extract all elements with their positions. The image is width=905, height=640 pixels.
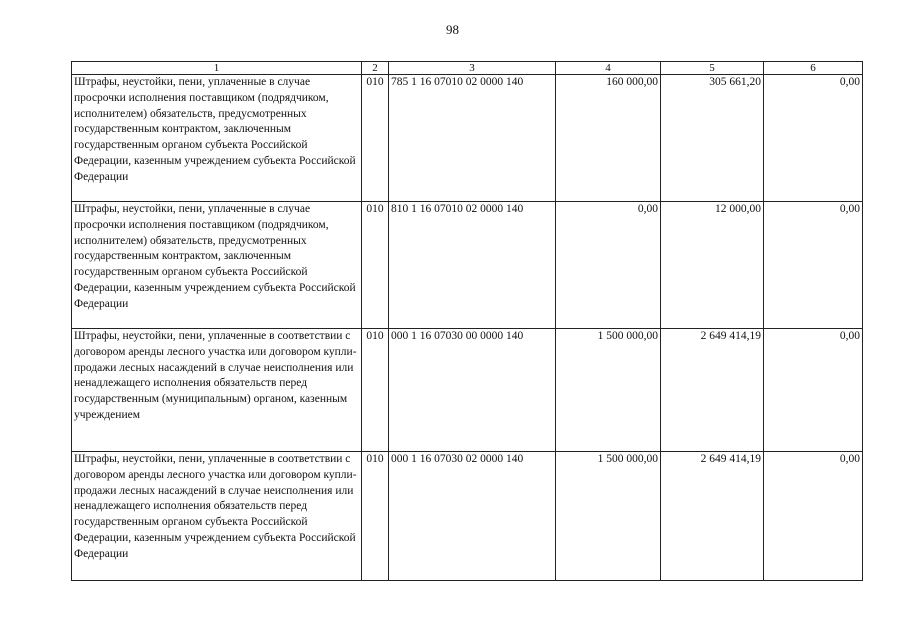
revenue-name-cell: Штрафы, неустойки, пени, уплаченные в случае просрочки исполнения поставщиком (подрядчиком, исполнителем) обязательств, предусмотренных государственным контрактом, заключенным государственным органом субъекта Российской Федерации, казенным учреждением субъекта Российской Федерации	[72, 202, 362, 329]
column-5-value-cell: 12 000,00	[661, 202, 764, 329]
budget-classification-code-cell: 000 1 16 07030 02 0000 140	[389, 452, 556, 581]
table-row	[72, 202, 863, 329]
column-6-value-cell: 0,00	[764, 452, 863, 581]
column-header-4: 4	[556, 62, 661, 75]
revenue-name-cell: Штрафы, неустойки, пени, уплаченные в случае просрочки исполнения поставщиком (подрядчиком, исполнителем) обязательств, предусмотренных государственным контрактом, заключенным государственным органом субъекта Российской Федерации, казенным учреждением субъекта Российской Федерации	[72, 75, 362, 202]
column-5-value-cell: 2 649 414,19	[661, 329, 764, 452]
column-5-value-cell: 2 649 414,19	[661, 452, 764, 581]
budget-classification-code-cell: 000 1 16 07030 00 0000 140	[389, 329, 556, 452]
column-header-1: 1	[72, 62, 362, 75]
column-6-value-cell: 0,00	[764, 75, 863, 202]
administrator-code-cell: 010	[362, 75, 389, 202]
column-4-value-cell: 1 500 000,00	[556, 452, 661, 581]
column-header-3: 3	[389, 62, 556, 75]
column-6-value-cell: 0,00	[764, 202, 863, 329]
column-header-6: 6	[764, 62, 863, 75]
revenue-name-cell: Штрафы, неустойки, пени, уплаченные в соответствии с договором аренды лесного участка или договором купли-продажи лесных насаждений в случае неисполнения или ненадлежащего исполнения обязательств перед государственным (муниципальным) органом, казенным учреждением	[72, 329, 362, 452]
column-4-value-cell: 160 000,00	[556, 75, 661, 202]
budget-classification-code-cell: 810 1 16 07010 02 0000 140	[389, 202, 556, 329]
column-number-row	[72, 62, 863, 75]
budget-revenue-table	[71, 61, 863, 581]
revenue-name-cell: Штрафы, неустойки, пени, уплаченные в соответствии с договором аренды лесного участка или договором купли-продажи лесных насаждений в случае неисполнения или ненадлежащего исполнения обязательств перед государственным органом субъекта Российской Федерации, казенным учреждением субъекта Российской Федерации	[72, 452, 362, 581]
column-4-value-cell: 0,00	[556, 202, 661, 329]
column-5-value-cell: 305 661,20	[661, 75, 764, 202]
column-4-value-cell: 1 500 000,00	[556, 329, 661, 452]
table-row	[72, 452, 863, 581]
column-header-5: 5	[661, 62, 764, 75]
administrator-code-cell: 010	[362, 202, 389, 329]
page-number: 98	[446, 22, 459, 37]
administrator-code-cell: 010	[362, 329, 389, 452]
table-row	[72, 75, 863, 202]
administrator-code-cell: 010	[362, 452, 389, 581]
table-row	[72, 329, 863, 452]
budget-classification-code-cell: 785 1 16 07010 02 0000 140	[389, 75, 556, 202]
column-6-value-cell: 0,00	[764, 329, 863, 452]
column-header-2: 2	[362, 62, 389, 75]
